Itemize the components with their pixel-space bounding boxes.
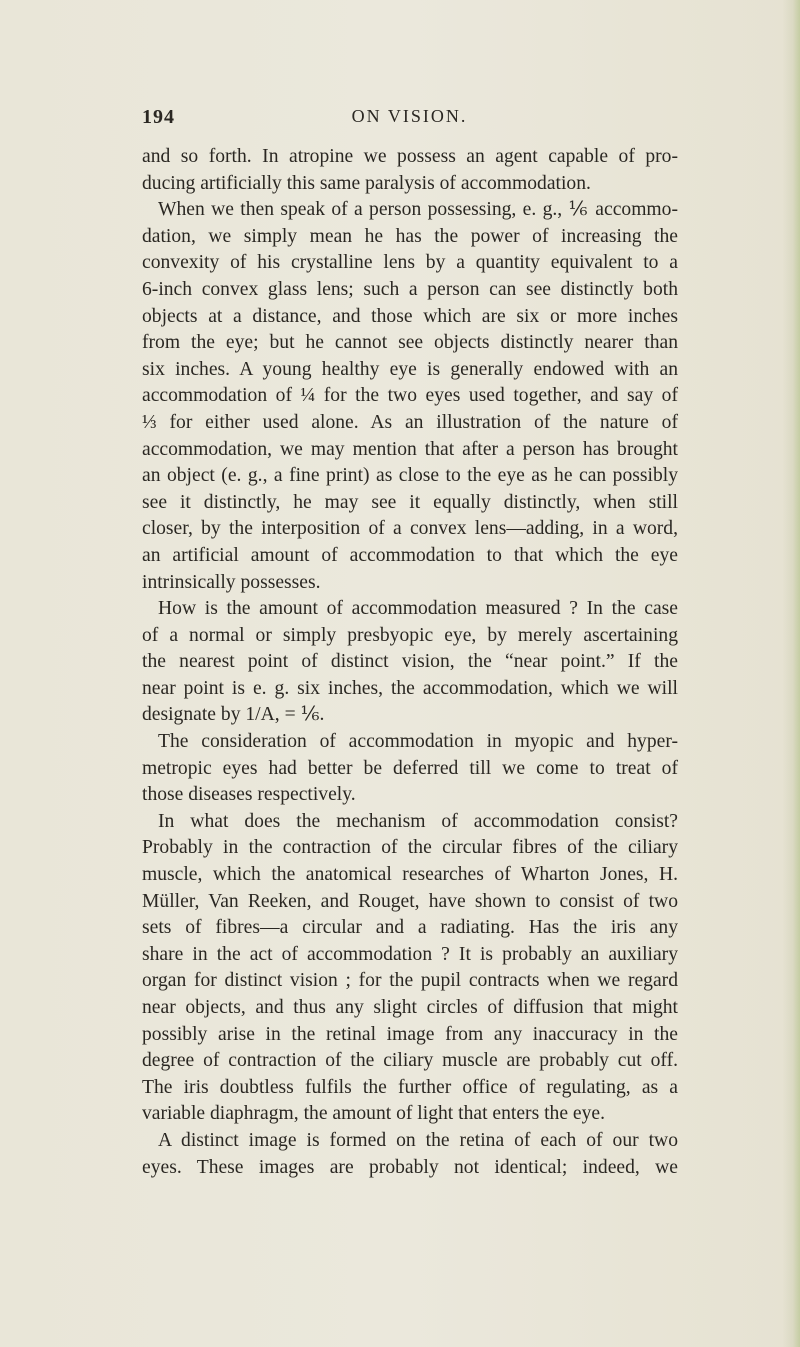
text-line: dation, we simply mean he has the power of increasing the xyxy=(142,225,678,247)
text-line: those diseases respectively. xyxy=(142,784,356,806)
text-line: ducing artificially this same paralysis of accommodation. xyxy=(142,172,591,194)
running-header xyxy=(142,106,677,136)
text-line: Probably in the contraction of the circular fibres of the ciliary xyxy=(142,837,678,859)
text-line: accommodation, we may mention that after a person has brought xyxy=(142,438,678,460)
text-line: convexity of his crystalline lens by a quantity equivalent to a xyxy=(142,252,678,274)
text-line: eyes. These images are probably not identical; indeed, we xyxy=(142,1156,678,1178)
text-line: muscle, which the anatomical researches of Wharton Jones, H. xyxy=(142,864,678,886)
body-text xyxy=(142,144,678,1181)
text-line: intrinsically possesses. xyxy=(142,571,321,593)
text-line: possibly arise in the retinal image from any inaccuracy in the xyxy=(142,1023,678,1045)
text-line: The consideration of accommodation in myopic and hyper- xyxy=(158,731,678,753)
text-line: 6-inch convex glass lens; such a person can see distinctly both xyxy=(142,278,678,300)
text-line: share in the act of accommodation ? It is probably an auxiliary xyxy=(142,943,678,965)
text-line: ⅓ for either used alone. As an illustration of the nature of xyxy=(142,411,678,433)
text-line: How is the amount of accommodation measured ? In the case xyxy=(158,598,678,620)
page-number: 194 xyxy=(142,106,175,128)
text-line: near objects, and thus any slight circles of diffusion that might xyxy=(142,997,678,1018)
text-line: from the eye; but he cannot see objects distinctly nearer than xyxy=(142,332,678,354)
text-line: an object (e. g., a fine print) as close to the eye as he can possibly xyxy=(142,465,678,487)
text-line: Müller, Van Reeken, and Rouget, have shown to consist of two xyxy=(142,890,678,912)
text-line: metropic eyes had better be deferred till we come to treat of xyxy=(142,757,678,779)
running-title: ON VISION. xyxy=(351,106,468,126)
text-line: sets of fibres—a circular and a radiating. Has the iris any xyxy=(142,917,678,939)
text-line: of a normal or simply presbyopic eye, by merely ascertaining xyxy=(142,624,678,646)
text-line: closer, by the interposition of a convex lens—adding, in a word, xyxy=(142,518,678,540)
text-line: organ for distinct vision ; for the pupil contracts when we regard xyxy=(142,970,678,992)
text-line: In what does the mechanism of accommodation consist? xyxy=(158,810,678,832)
text-line: When we then speak of a person possessing, e. g., ⅙ accommo- xyxy=(158,199,678,221)
text-line: designate by 1/A, = ⅙. xyxy=(142,704,325,726)
text-line: The iris doubtless fulfils the further office of regulating, as a xyxy=(142,1076,678,1098)
text-line: accommodation of ¼ for the two eyes used together, and say of xyxy=(142,385,678,407)
text-line: A distinct image is formed on the retina of each of our two xyxy=(158,1129,678,1151)
text-line: degree of contraction of the ciliary muscle are probably cut off. xyxy=(142,1050,678,1072)
page-edge-shading xyxy=(782,0,800,1347)
text-line: near point is e. g. six inches, the accommodation, which we will xyxy=(142,677,678,699)
text-line: objects at a distance, and those which are six or more inches xyxy=(142,305,678,327)
text-line: and so forth. In atropine we possess an agent capable of pro- xyxy=(142,146,678,167)
text-line: six inches. A young healthy eye is generally endowed with an xyxy=(142,358,678,380)
text-line: the nearest point of distinct vision, the “near point.” If the xyxy=(142,651,678,673)
text-line: see it distinctly, he may see it equally distinctly, when still xyxy=(142,491,678,513)
text-line: variable diaphragm, the amount of light that enters the eye. xyxy=(142,1103,606,1125)
text-line: an artificial amount of accommodation to that which the eye xyxy=(142,544,678,566)
